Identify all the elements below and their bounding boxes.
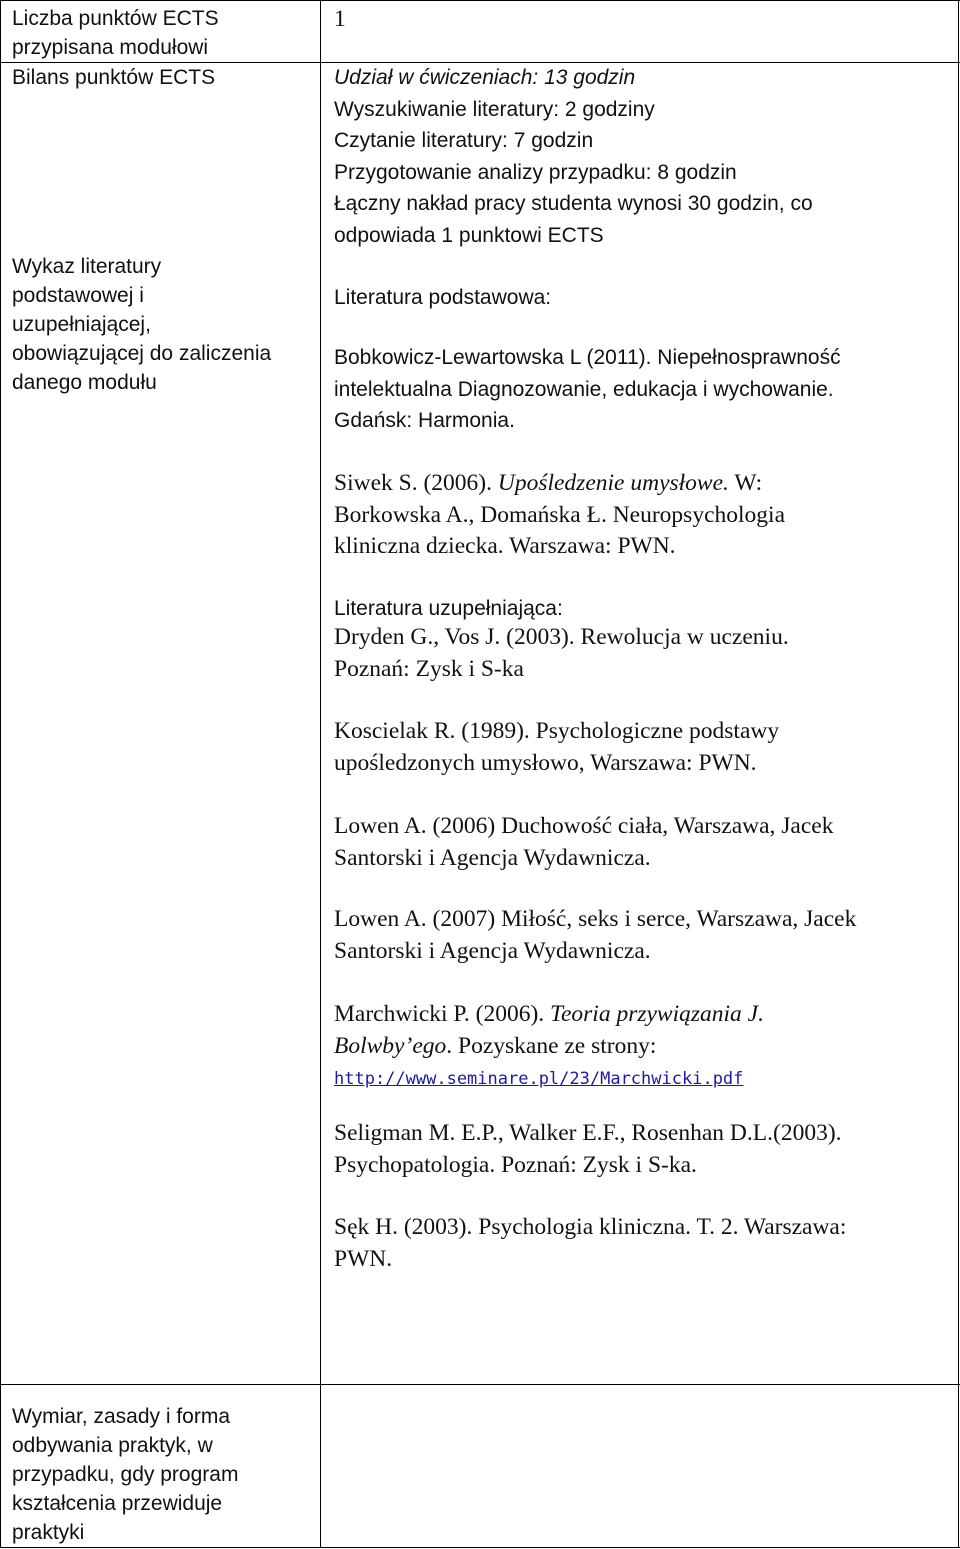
reference-lowen-2007: Lowen A. (2007) Miłość, seks i serce, Warszawa, Jacek Santorski i Agencja Wydawnicza.	[334, 906, 857, 964]
supplementary-literature-heading: Literatura uzupełniająca:	[334, 597, 563, 620]
basic-literature-heading: Literatura podstawowa:	[334, 286, 552, 309]
reference-koscielak: Koscielak R. (1989). Psychologiczne podstawy upośledzonych umysłowo, Warszawa: PWN.	[334, 718, 780, 776]
reference-siwek: Siwek S. (2006). Upośledzenie umysłowe. W: Borkowska A., Domańska Ł. Neuropsychologia kliniczna dziecka. Warszawa: PWN.	[334, 470, 785, 559]
label-literature-list: Wykaz literatury podstawowej i uzupełniającej, obowiązującej do zaliczenia danego modułu	[12, 255, 272, 394]
reference-lowen-2006: Lowen A. (2006) Duchowość ciała, Warszawa, Jacek Santorski i Agencja Wydawnicza.	[334, 813, 834, 871]
reference-marchwicki: Marchwicki P. (2006). Teoria przywiązania J. Bolwby’ego. Pozyskane ze strony: http://www.seminare.pl/23/Marchwicki.pdf	[334, 1001, 764, 1089]
reference-sek: Sęk H. (2003). Psychologia kliniczna. T. 2. Warszawa: PWN.	[334, 1214, 847, 1272]
reference-bobkowicz: Bobkowicz-Lewartowska L (2011). Niepełnosprawność intelektualna Diagnozowanie, edukacja i wychowanie. Gdańsk: Harmonia.	[334, 346, 841, 432]
table-border-right	[958, 0, 959, 1548]
ects-value: 1	[334, 6, 346, 32]
table-border-bottom	[0, 1547, 960, 1548]
table-border-top	[0, 0, 960, 1]
table-border-left	[0, 0, 1, 1548]
column-divider	[320, 0, 321, 1548]
reference-seligman: Seligman M. E.P., Walker E.F., Rosenhan D.L.(2003). Psychopatologia. Poznań: Zysk i S-ka.	[334, 1120, 842, 1178]
marchwicki-url-link[interactable]: http://www.seminare.pl/23/Marchwicki.pdf	[334, 1069, 744, 1089]
label-ects-balance: Bilans punktów ECTS	[12, 66, 216, 89]
label-internship: Wymiar, zasady i forma odbywania praktyk, w przypadku, gdy program kształcenia przewiduje praktyki	[12, 1405, 239, 1544]
internship-value-cell	[321, 1385, 957, 1546]
workload-balance: Udział w ćwiczeniach: 13 godzin Wyszukiwanie literatury: 2 godziny Czytanie literatury: 7 godzin Przygotowanie analizy przypadku: 8 godzin Łączny nakład pracy studenta wynosi 30 godzin, co odpowiada 1 punktowi ECTS	[334, 66, 813, 247]
reference-dryden: Dryden G., Vos J. (2003). Rewolucja w uczeniu. Poznań: Zysk i S-ka	[334, 624, 789, 682]
label-ects-points: Liczba punktów ECTS przypisana modułowi	[12, 7, 219, 59]
